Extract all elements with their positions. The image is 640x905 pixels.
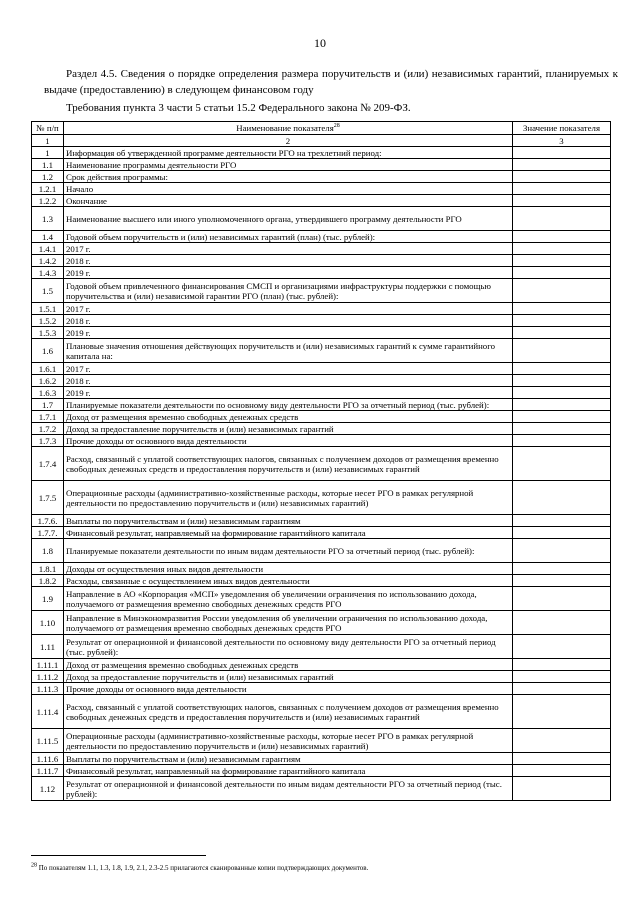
row-indicator-name: Прочие доходы от основного вида деятельности xyxy=(64,435,513,447)
column-number-row xyxy=(32,135,611,147)
row-indicator-name: 2019 г. xyxy=(64,267,513,279)
row-indicator-value xyxy=(513,753,611,765)
row-indicator-name: 2017 г. xyxy=(64,243,513,255)
table-row xyxy=(32,171,611,183)
row-indicator-name: Расход, связанный с уплатой соответствующих налогов, связанных с получением доходов от размещения временно свободных денежных средств и предоставления поручительств и (или) независимых гарантий xyxy=(64,695,513,729)
row-indicator-name: Окончание xyxy=(64,195,513,207)
table-row xyxy=(32,195,611,207)
row-indicator-value xyxy=(513,515,611,527)
table-row xyxy=(32,659,611,671)
table-row xyxy=(32,255,611,267)
row-number: 1.11.7 xyxy=(32,765,64,777)
row-indicator-name: 2019 г. xyxy=(64,387,513,399)
row-indicator-name: Операционные расходы (административно-хозяйственные расходы, которые несет РГО в рамках регулярной деятельности по предоставлению поручительств и (или) независимых гарантий) xyxy=(64,481,513,515)
row-number: 1.9 xyxy=(32,587,64,611)
row-indicator-name: Доход за предоставление поручительств и (или) независимых гарантий xyxy=(64,423,513,435)
table-row xyxy=(32,729,611,753)
row-number: 1.6.1 xyxy=(32,363,64,375)
row-indicator-name: Финансовый результат, направленный на формирование гарантийного капитала xyxy=(64,765,513,777)
row-number: 1.4.3 xyxy=(32,267,64,279)
row-indicator-name: Прочие доходы от основного вида деятельности xyxy=(64,683,513,695)
row-indicator-value xyxy=(513,303,611,315)
table-row xyxy=(32,527,611,539)
table-row xyxy=(32,587,611,611)
row-indicator-value xyxy=(513,563,611,575)
row-number: 1.6.2 xyxy=(32,375,64,387)
table-row xyxy=(32,611,611,635)
footnote-text: По показателям 1.1, 1.3, 1.8, 1.9, 2.1, 2.3-2.5 прилагаются сканированные копии подтверждающих документов. xyxy=(38,864,369,872)
row-indicator-value xyxy=(513,659,611,671)
table-row xyxy=(32,481,611,515)
row-number: 1.5.3 xyxy=(32,327,64,339)
table-row xyxy=(32,435,611,447)
row-number: 1.5 xyxy=(32,279,64,303)
row-number: 1.7.6. xyxy=(32,515,64,527)
table-body xyxy=(32,147,611,801)
row-indicator-value xyxy=(513,765,611,777)
row-indicator-name: Расходы, связанные с осуществлением иных видов деятельности xyxy=(64,575,513,587)
row-indicator-name: Доходы от осуществления иных видов деятельности xyxy=(64,563,513,575)
row-number: 1.4.2 xyxy=(32,255,64,267)
table-header-row xyxy=(32,122,611,135)
row-number: 1.3 xyxy=(32,207,64,231)
row-indicator-value xyxy=(513,539,611,563)
row-indicator-name: Планируемые показатели деятельности по основному виду деятельности РГО за отчетный период (тыс. рублей): xyxy=(64,399,513,411)
table-row xyxy=(32,683,611,695)
row-indicator-name: Результат от операционной и финансовой деятельности по основному виду деятельности РГО за отчетный период (тыс. рублей): xyxy=(64,635,513,659)
row-number: 1.2 xyxy=(32,171,64,183)
indicators-table xyxy=(31,121,611,801)
row-number: 1.2.1 xyxy=(32,183,64,195)
row-indicator-name: Годовой объем поручительств и (или) независимых гарантий (план) (тыс. рублей): xyxy=(64,231,513,243)
row-number: 1 xyxy=(32,147,64,159)
table-row xyxy=(32,765,611,777)
table-row xyxy=(32,339,611,363)
row-number: 1.11.3 xyxy=(32,683,64,695)
row-number: 1.6.3 xyxy=(32,387,64,399)
row-indicator-value xyxy=(513,527,611,539)
row-indicator-name: Наименование программы деятельности РГО xyxy=(64,159,513,171)
row-indicator-value xyxy=(513,147,611,159)
row-indicator-value xyxy=(513,777,611,801)
row-indicator-name: Годовой объем привлеченного финансирования СМСП и организациями инфраструктуры поддержки с помощью поручительства и (или) независимой гарантии РГО (план) (тыс. рублей): xyxy=(64,279,513,303)
row-indicator-value xyxy=(513,575,611,587)
row-number: 1.7.1 xyxy=(32,411,64,423)
row-indicator-value xyxy=(513,671,611,683)
row-indicator-value xyxy=(513,339,611,363)
table-row xyxy=(32,671,611,683)
table-row xyxy=(32,231,611,243)
row-indicator-name: Доход за предоставление поручительств и (или) независимых гарантий xyxy=(64,671,513,683)
row-indicator-name: 2019 г. xyxy=(64,327,513,339)
row-indicator-name: Начало xyxy=(64,183,513,195)
table-row xyxy=(32,159,611,171)
row-indicator-value xyxy=(513,327,611,339)
row-indicator-value xyxy=(513,695,611,729)
row-indicator-name: Срок действия программы: xyxy=(64,171,513,183)
row-number: 1.4.1 xyxy=(32,243,64,255)
row-number: 1.7.3 xyxy=(32,435,64,447)
row-number: 1.4 xyxy=(32,231,64,243)
row-number: 1.10 xyxy=(32,611,64,635)
table-row xyxy=(32,515,611,527)
row-indicator-name: Направление в Минэкономразвития России уведомления об увеличении ограничения по использованию дохода, получаемого от размещения временно свободных денежных средств РГО xyxy=(64,611,513,635)
footnote-marker: 28 xyxy=(333,123,340,130)
row-indicator-value xyxy=(513,183,611,195)
row-indicator-name: Доход от размещения временно свободных денежных средств xyxy=(64,659,513,671)
row-indicator-value xyxy=(513,231,611,243)
row-indicator-value xyxy=(513,267,611,279)
row-indicator-name: Расход, связанный с уплатой соответствующих налогов, связанных с получением доходов от размещения временно свободных денежных средств и предоставления поручительств и (или) независимых гарантий xyxy=(64,447,513,481)
row-indicator-value xyxy=(513,363,611,375)
header-indicator-name-text: Наименование показателя xyxy=(236,123,334,133)
row-indicator-value xyxy=(513,447,611,481)
table-row xyxy=(32,267,611,279)
table-row xyxy=(32,363,611,375)
row-indicator-name: Направление в АО «Корпорация «МСП» уведомления об увеличении ограничения по использованию дохода, получаемого от размещения временно свободных денежных средств РГО xyxy=(64,587,513,611)
row-indicator-value xyxy=(513,435,611,447)
row-indicator-name: Операционные расходы (административно-хозяйственные расходы, которые несет РГО в рамках регулярной деятельности по предоставлению поручительств и (или) независимых гарантий) xyxy=(64,729,513,753)
row-number: 1.12 xyxy=(32,777,64,801)
table-row xyxy=(32,635,611,659)
row-indicator-value xyxy=(513,375,611,387)
row-number: 1.5.2 xyxy=(32,315,64,327)
column-number: 2 xyxy=(64,135,513,147)
row-indicator-name: 2017 г. xyxy=(64,303,513,315)
row-indicator-name: Планируемые показатели деятельности по иным видам деятельности РГО за отчетный период (тыс. рублей): xyxy=(64,539,513,563)
row-indicator-value xyxy=(513,729,611,753)
table-row xyxy=(32,411,611,423)
header-number: № п/п xyxy=(32,122,64,135)
table-row xyxy=(32,327,611,339)
row-number: 1.6 xyxy=(32,339,64,363)
row-indicator-value xyxy=(513,159,611,171)
table-row xyxy=(32,183,611,195)
header-indicator-name xyxy=(64,122,513,135)
row-number: 1.7 xyxy=(32,399,64,411)
row-indicator-value xyxy=(513,481,611,515)
row-number: 1.8.1 xyxy=(32,563,64,575)
row-indicator-name: Информация об утвержденной программе деятельности РГО на трехлетний период: xyxy=(64,147,513,159)
table-row xyxy=(32,575,611,587)
row-number: 1.7.2 xyxy=(32,423,64,435)
row-number: 1.5.1 xyxy=(32,303,64,315)
section-title: Раздел 4.5. Сведения о порядке определения размера поручительств и (или) независимых гарантий, планируемых к выдаче (предоставлению) в следующем финансовом году xyxy=(44,68,618,96)
footnote-divider xyxy=(31,855,206,856)
table-row xyxy=(32,207,611,231)
row-indicator-value xyxy=(513,399,611,411)
row-number: 1.2.2 xyxy=(32,195,64,207)
row-indicator-name: Финансовый результат, направляемый на формирование гарантийного капитала xyxy=(64,527,513,539)
row-number: 1.1 xyxy=(32,159,64,171)
row-indicator-name: Плановые значения отношения действующих поручительств и (или) независимых гарантий к сумме гарантийного капитала на: xyxy=(64,339,513,363)
row-number: 1.11.5 xyxy=(32,729,64,753)
row-indicator-name: Результат от операционной и финансовой деятельности по иным видам деятельности РГО за отчетный период (тыс. рублей): xyxy=(64,777,513,801)
row-number: 1.8 xyxy=(32,539,64,563)
column-number: 3 xyxy=(513,135,611,147)
row-indicator-name: 2017 г. xyxy=(64,363,513,375)
table-row xyxy=(32,243,611,255)
row-indicator-value xyxy=(513,243,611,255)
table-row xyxy=(32,539,611,563)
row-indicator-value xyxy=(513,411,611,423)
footnote-ref: 28 xyxy=(31,862,37,869)
row-indicator-name: Выплаты по поручительствам и (или) независимым гарантиям xyxy=(64,753,513,765)
row-indicator-value xyxy=(513,423,611,435)
row-indicator-value xyxy=(513,387,611,399)
row-number: 1.11.1 xyxy=(32,659,64,671)
footnote xyxy=(31,864,368,873)
row-indicator-value xyxy=(513,195,611,207)
row-number: 1.7.7. xyxy=(32,527,64,539)
row-indicator-value xyxy=(513,683,611,695)
row-number: 1.11.2 xyxy=(32,671,64,683)
legal-requirement: Требования пункта 3 части 5 статьи 15.2 Федерального закона № 209-ФЗ. xyxy=(66,102,411,114)
table-row xyxy=(32,423,611,435)
page-number: 10 xyxy=(314,36,326,50)
row-indicator-name: Доход от размещения временно свободных денежных средств xyxy=(64,411,513,423)
table-row xyxy=(32,399,611,411)
column-number: 1 xyxy=(32,135,64,147)
row-indicator-value xyxy=(513,171,611,183)
row-number: 1.11 xyxy=(32,635,64,659)
header-indicator-value: Значение показателя xyxy=(513,122,611,135)
row-number: 1.8.2 xyxy=(32,575,64,587)
table-row xyxy=(32,375,611,387)
table-row xyxy=(32,563,611,575)
row-indicator-name: Наименование высшего или иного уполномоченного органа, утвердившего программу деятельности РГО xyxy=(64,207,513,231)
row-indicator-name: 2018 г. xyxy=(64,255,513,267)
row-indicator-value xyxy=(513,207,611,231)
row-number: 1.11.4 xyxy=(32,695,64,729)
row-indicator-value xyxy=(513,315,611,327)
row-indicator-value xyxy=(513,635,611,659)
table-row xyxy=(32,695,611,729)
table-row xyxy=(32,753,611,765)
table-row xyxy=(32,387,611,399)
row-indicator-value xyxy=(513,279,611,303)
row-indicator-value xyxy=(513,587,611,611)
row-number: 1.11.6 xyxy=(32,753,64,765)
table-row xyxy=(32,447,611,481)
table-row xyxy=(32,315,611,327)
row-indicator-name: 2018 г. xyxy=(64,315,513,327)
row-indicator-value xyxy=(513,611,611,635)
table-row xyxy=(32,147,611,159)
row-indicator-value xyxy=(513,255,611,267)
row-indicator-name: 2018 г. xyxy=(64,375,513,387)
table-row xyxy=(32,303,611,315)
table-row xyxy=(32,279,611,303)
row-number: 1.7.5 xyxy=(32,481,64,515)
table-row xyxy=(32,777,611,801)
row-number: 1.7.4 xyxy=(32,447,64,481)
row-indicator-name: Выплаты по поручительствам и (или) независимым гарантиям xyxy=(64,515,513,527)
